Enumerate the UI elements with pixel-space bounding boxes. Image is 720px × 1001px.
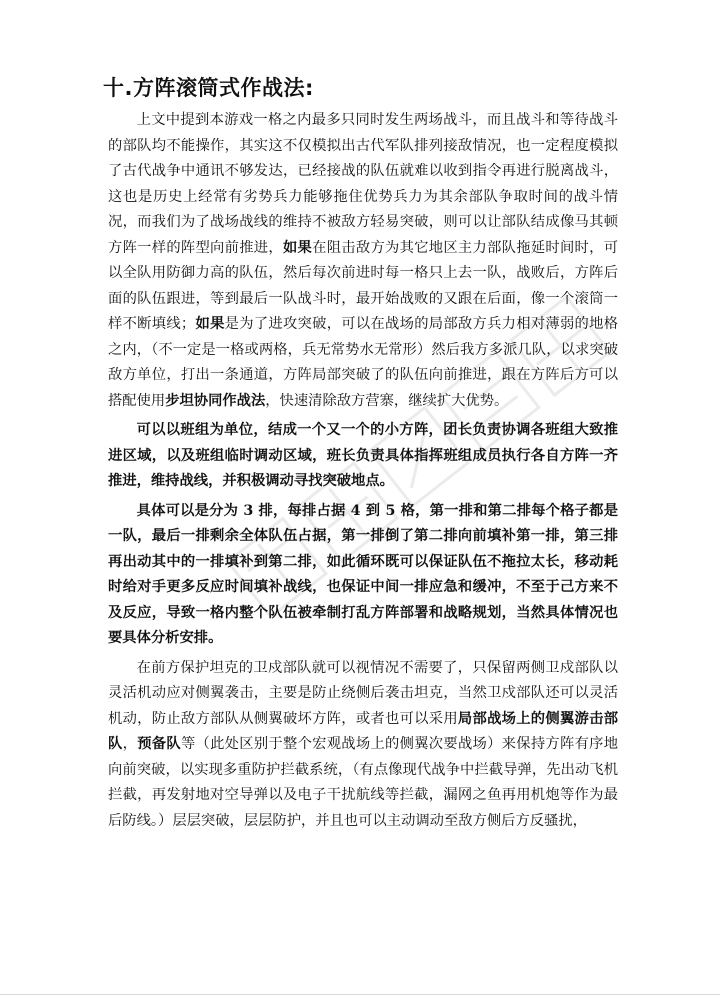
- paragraph-4-text-3: 等（此处区别于整个宏观战场上的侧翼次要战场）来保持方阵有序地向前突破，以实现多重防护拦截系统，（有点像现代战争中拦截导弹，先出动飞机拦截，再发射地对空导弹以及电子干扰航线等拦截，漏网之鱼再用机炮等作为最后防线。）层层突破，层层防护，并且也可以主动调动至敌方侧后方反骚扰，: [108, 736, 619, 829]
- paragraph-2: 可以以班组为单位，结成一个又一个的小方阵，团长负责协调各班组大致推进区域，以及班组临时调动区域，班长负责具体指挥班组成员执行各自方阵一齐推进，维持战线，并积极调动寻找突破地点。: [108, 422, 618, 489]
- section-heading: 十.方阵滚筒式作战法:: [103, 76, 314, 100]
- paragraph-4-bold-1: 局部战场上的侧翼游击部队: [108, 710, 618, 752]
- paragraph-1-bold-2: 如果: [195, 316, 225, 332]
- paragraph-1-bold-1: 如果: [282, 239, 313, 256]
- paragraph-1-text-2: 在阻击敌方为其它地区主力部队拖延时间时，可以全队用防御力高的队伍，然后每次前进时每一格只上去一队，战败后，方阵后面的队伍跟进，等到最后一队战斗时，最开始战败的又跟在后面，像一个滚筒一样不断填线；: [108, 239, 619, 332]
- body-text: [108, 108, 618, 838]
- paragraph-3: 具体可以是分为 3 排，每排占据 4 到 5 格，第一排和第二排每个格子都是一队，最后一排剩余全体队伍占据，第一排倒了第二排向前填补第一排，第三排再出动其中的一排填补到第二排，如此循环既可以保证队伍不拖拉太长，移动耗时给对手更多反应时间填补战线，也保证中间一排应急和缓冲，不至于己方来不及反应，导致一格内整个队伍被牵制打乱方阵部署和战略规划，当然具体情况也要具体分析安排。: [108, 502, 618, 646]
- paragraph-1-text-4: ，快速清除敌方营寨，继续扩大优势。: [265, 392, 509, 409]
- paragraph-1-text-1: 上文中提到本游戏一格之内最多只同时发生两场战斗，而且战斗和等待战斗的部队均不能操作，其实这不仅模拟出古代军队排列接敌情况，也一定程度模拟了古代战争中通讯不够发达，已经接战的队伍就难以收到指令再进行脱离战斗，这也是历史上经常有劣势兵力能够拖住优势兵力为其余部队争取时间的战斗情况，而我们为了战场战线的维持不被敌方轻易突破，则可以让部队结成像马其顿方阵一样的阵型向前推进，: [108, 112, 618, 256]
- paragraph-4-text-2: ，: [122, 736, 138, 752]
- page-bottom-rule: [0, 994, 720, 995]
- paragraph-1-bold-3: 步坦协同作战法: [165, 392, 266, 409]
- paragraph-4-bold-2: 预备队: [137, 736, 181, 752]
- paragraph-4-text-1: 在前方保护坦克的卫戍部队就可以视情况不需要了，只保留两侧卫戍部队以灵活机动应对侧翼袭击，主要是防止绕侧后袭击坦克，当然卫戍部队还可以灵活机动，防止敌方部队从侧翼破坏方阵，或者也可以采用: [108, 659, 618, 727]
- paragraph-1: [108, 108, 618, 414]
- paragraph-1-text-3: 是为了进攻突破，可以在战场的局部敌方兵力相对薄弱的地格之内，（不一定是一格或两格，兵无常势水无常形）然后我方多派几队，以求突破敌方单位，打出一条通道，方阵局部突破了的队伍向前推进，跟在方阵后方可以搭配使用: [108, 316, 619, 409]
- paragraph-4: [108, 656, 618, 835]
